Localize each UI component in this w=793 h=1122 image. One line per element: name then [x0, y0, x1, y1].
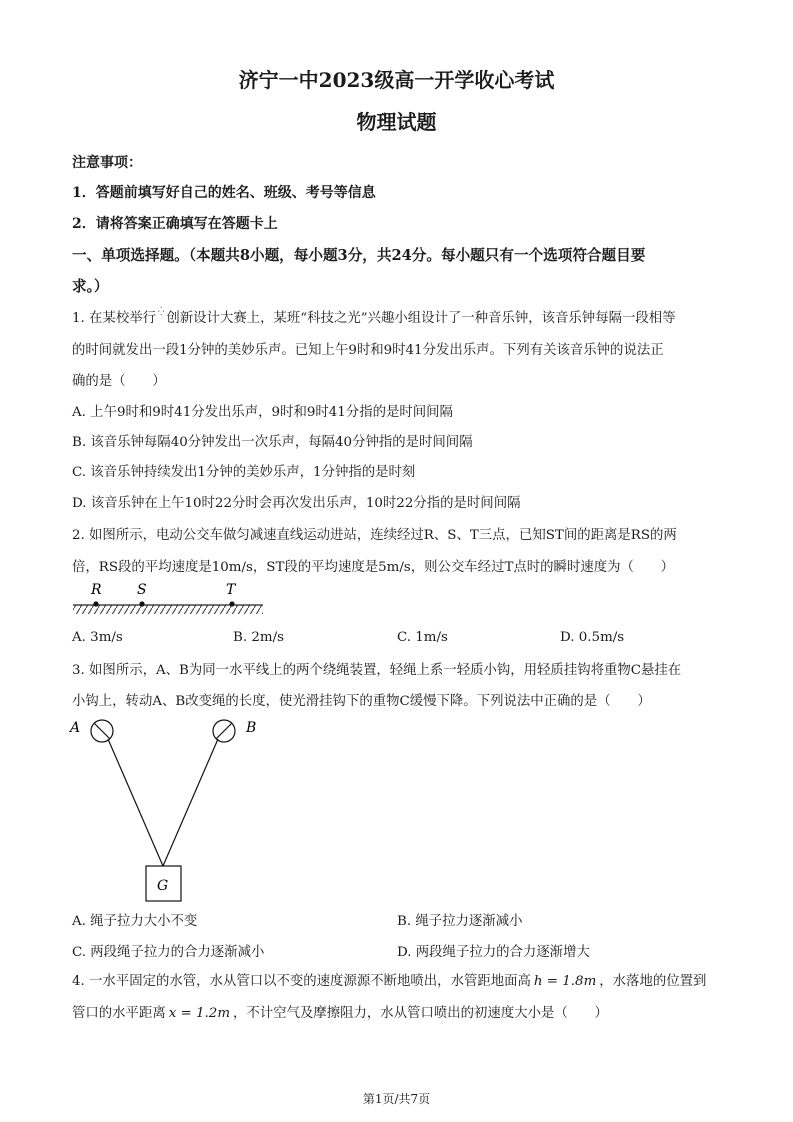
exam-subtitle: 物理试题	[356, 110, 437, 134]
point-r	[93, 601, 98, 606]
q2-option-a: A. 3m/s	[72, 630, 123, 645]
q1-stem-line1	[72, 307, 676, 326]
q4-line2-part-a: 管口的水平距离	[72, 1006, 166, 1021]
q3-pulley-diagram	[66, 712, 276, 908]
q2-stem-line2: 倍，RS段的平均速度是10m/s，ST段的平均速度是5m/s，则公交车经过T点时的瞬时速度为（ ）	[72, 560, 675, 575]
q3-option-a: A. 绳子拉力大小不变	[72, 914, 198, 929]
label-t: T	[226, 582, 236, 598]
q4-line2-part-c: ，不计空气及摩擦阻力，水从管口喷出的初速度大小是（ ）	[233, 1006, 608, 1021]
rope-b	[163, 739, 218, 866]
road-hatching	[73, 605, 263, 614]
q1-stem-line2: 的时间就发出一段1分钟的美妙乐声。已知上午9时和9时41分发出乐声。下列有关该音乐钟的说法正	[72, 343, 664, 358]
page-footer: 第1页/共7页	[362, 1092, 431, 1106]
point-s	[139, 601, 144, 606]
label-b: B	[246, 720, 257, 736]
notice-heading: 注意事项：	[72, 155, 142, 171]
q4-height-formula: h = 1.8m	[533, 974, 597, 989]
q2-option-d: D. 0.5m/s	[560, 630, 625, 645]
q4-distance-formula: x = 1.2m	[168, 1006, 231, 1021]
q4-line1-part-a: 4. 一水平固定的水管，水从管口以不变的速度源源不断地喷出，水管距地面高	[72, 974, 531, 989]
q3-option-b: B. 绳子拉力逐渐减小	[397, 914, 523, 929]
q3-stem-line2: 小钩上，转动A、B改变绳的长度，使光滑挂钩下的重物C缓慢下降。下列说法中正确的是（ ）	[72, 694, 651, 709]
label-r: R	[91, 582, 102, 598]
q1-artifact-mark: ⁛	[158, 307, 165, 316]
q1-option-a: A. 上午9时和9时41分发出乐声，9时和9时41分指的是时间间隔	[72, 405, 453, 420]
q3-option-d: D. 两段绳子拉力的合力逐渐增大	[397, 945, 590, 960]
section-heading-line1: 一、单项选择题。（本题共8小题，每小题3分，共24分。每小题只有一个选项符合题目要	[72, 247, 646, 264]
q1-stem-part-b: 创新设计大赛上，某班“科技之光”兴趣小组设计了一种音乐钟，该音乐钟每隔一段相等	[166, 311, 676, 326]
q2-stem-line1: 2. 如图所示，电动公交车做匀减速直线运动进站，连续经过R、S、T三点，已知ST间的距离是RS的两	[72, 528, 677, 543]
q2-option-c: C. 1m/s	[397, 630, 448, 645]
q1-stem-line3: 确的是（ ）	[72, 374, 166, 389]
q4-line1-part-c: ，水落地的位置到	[599, 974, 707, 989]
q2-option-b: B. 2m/s	[233, 630, 284, 645]
q2-road-diagram	[68, 578, 268, 618]
exam-title: 济宁一中2023级高一开学收心考试	[238, 68, 555, 92]
q1-option-d: D. 该音乐钟在上午10时22分时会再次发出乐声，10时22分指的是时间间隔	[72, 496, 521, 511]
notice-item-1: 1．答题前填写好自己的姓名、班级、考号等信息	[72, 185, 376, 201]
q1-option-c: C. 该音乐钟持续发出1分钟的美妙乐声，1分钟指的是时刻	[72, 465, 416, 480]
label-g: G	[157, 878, 169, 894]
label-a: A	[70, 720, 81, 736]
rope-a	[108, 739, 163, 866]
point-t	[229, 601, 234, 606]
notice-item-2: 2．请将答案正确填写在答题卡上	[72, 216, 278, 232]
q4-stem-line2	[72, 1002, 608, 1021]
q1-option-b: B. 该音乐钟每隔40分钟发出一次乐声，每隔40分钟指的是时间间隔	[72, 435, 473, 450]
label-s: S	[137, 582, 147, 598]
q3-option-c: C. 两段绳子拉力的合力逐渐减小	[72, 945, 265, 960]
q1-stem-part-a: 1. 在某校举行	[72, 311, 156, 326]
q4-stem-line1	[72, 970, 706, 989]
q3-stem-line1: 3. 如图所示，A、B为同一水平线上的两个绕绳装置，轻绳上系一轻质小钩，用轻质挂钩将重物C悬挂在	[72, 663, 682, 678]
section-heading-line2: 求。）	[72, 278, 109, 295]
